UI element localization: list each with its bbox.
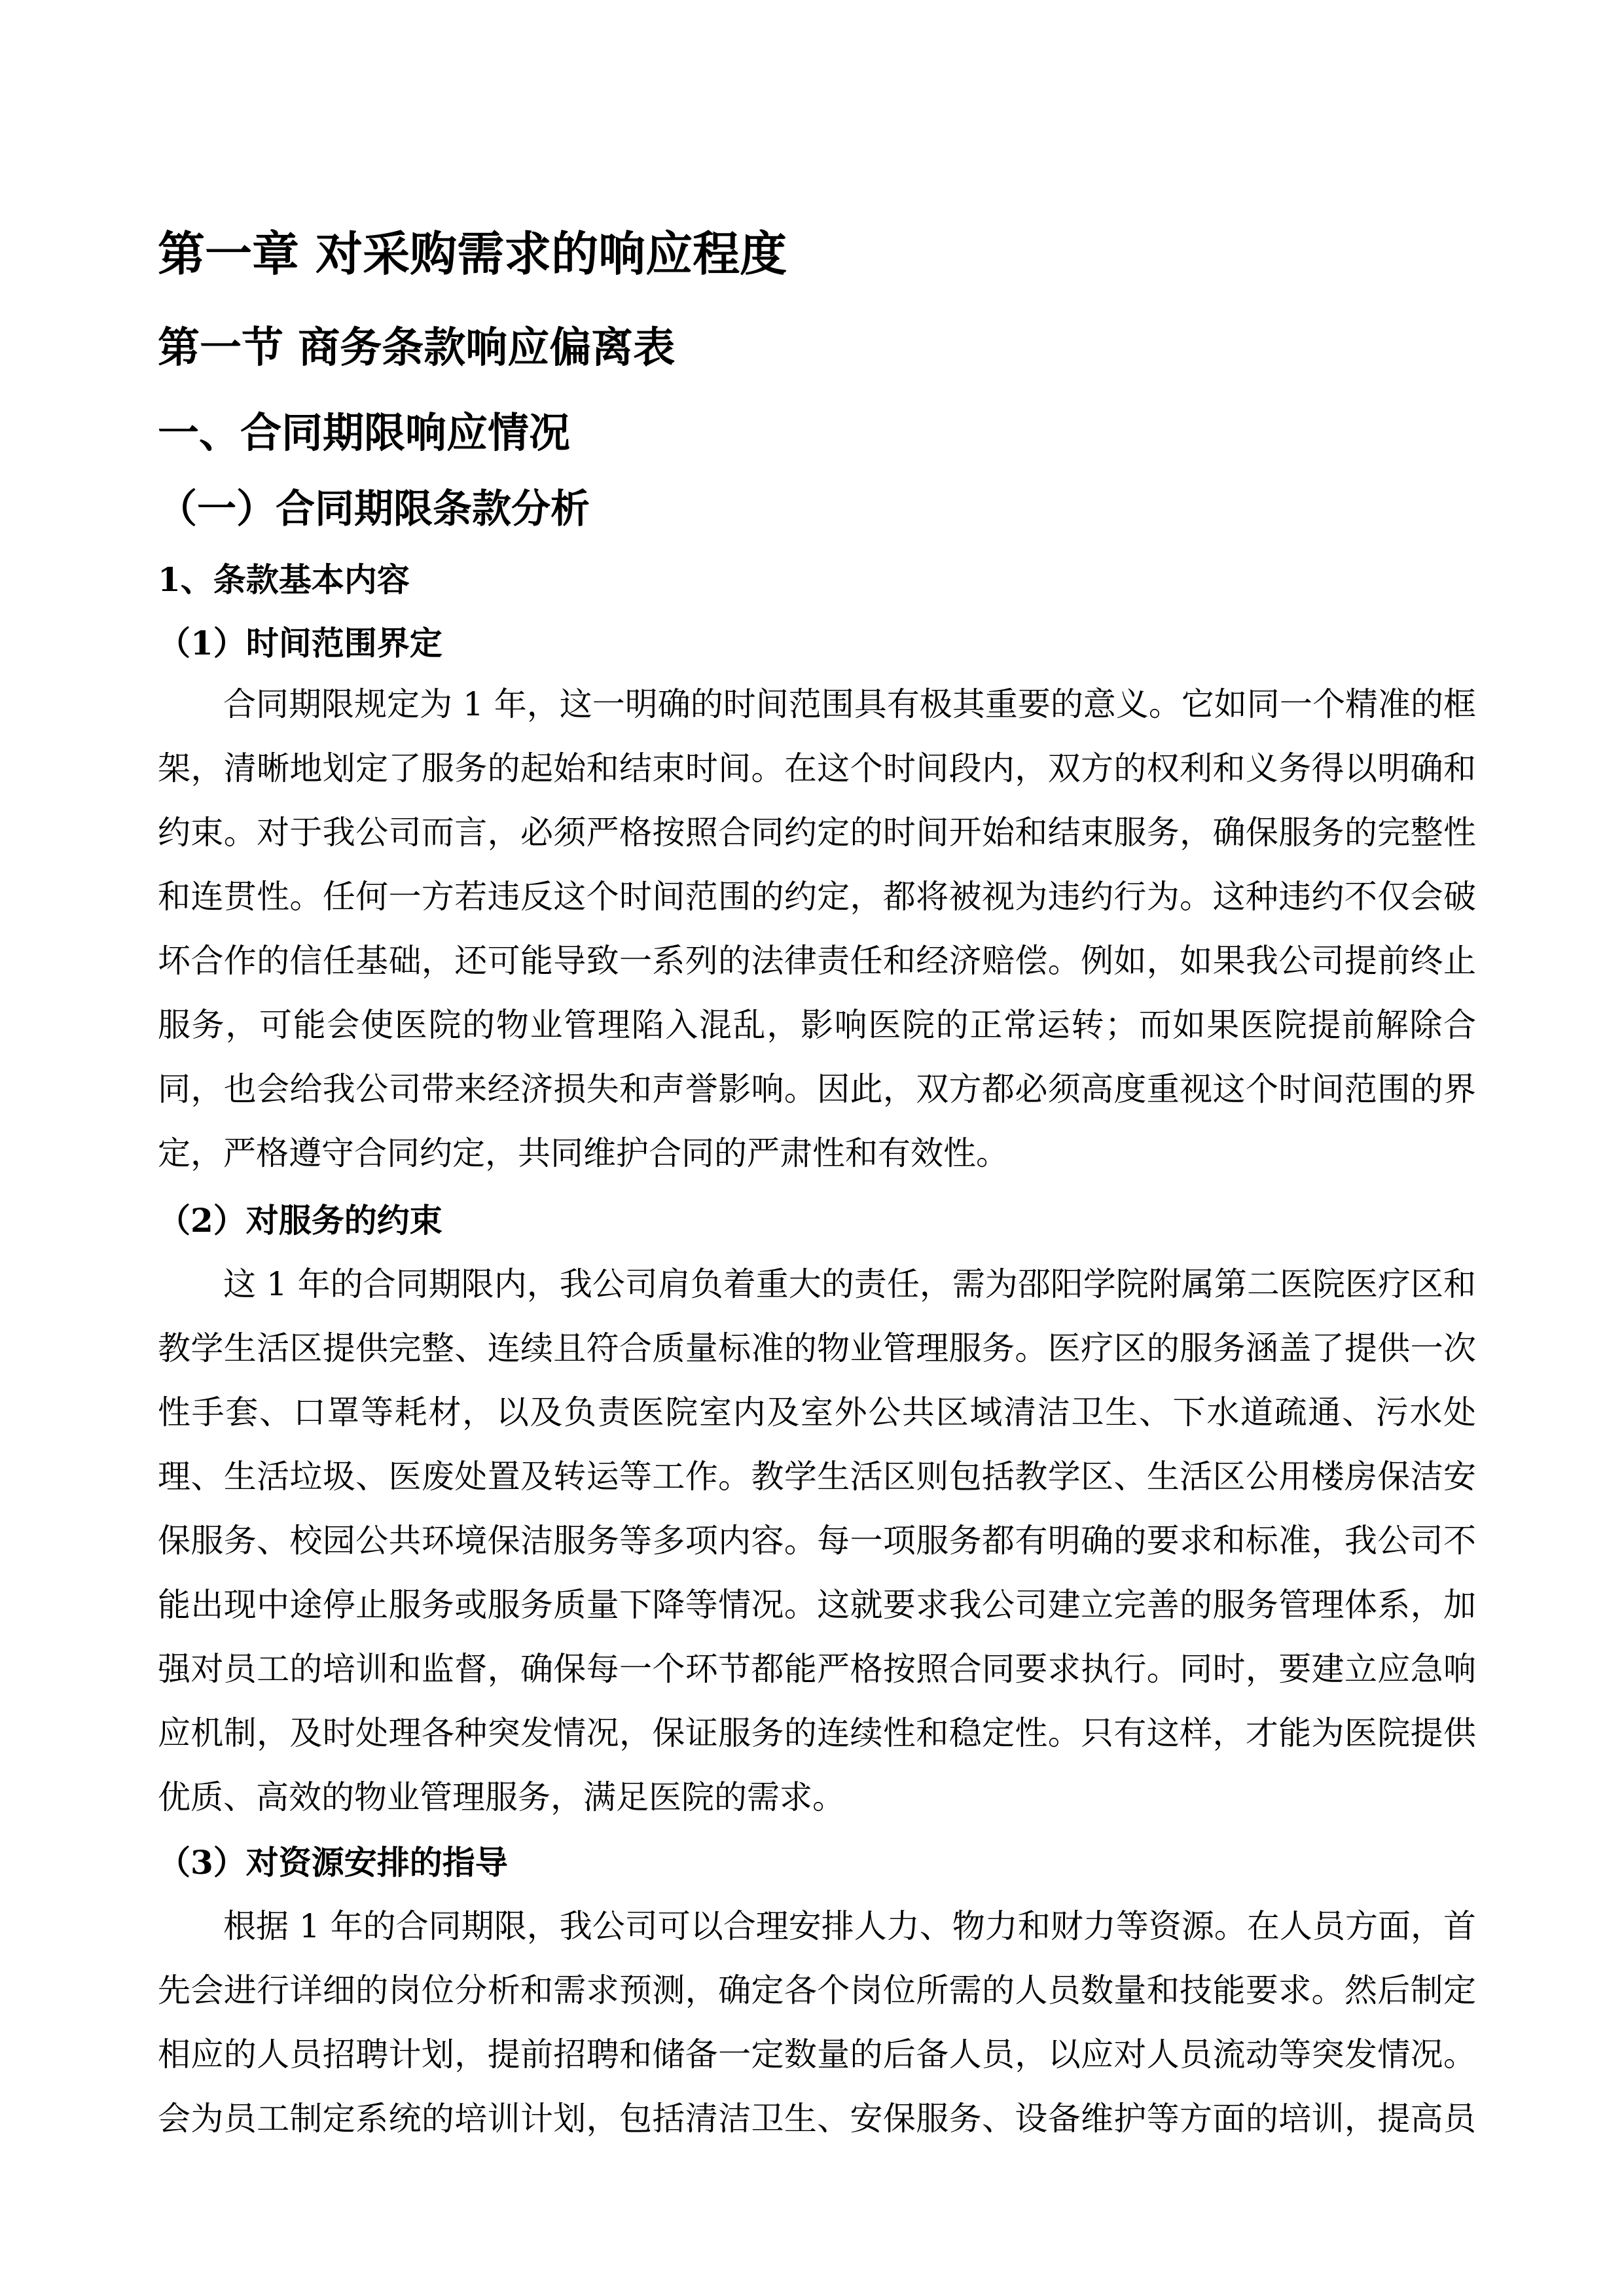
paragraph-line: 相应的人员招聘计划，提前招聘和储备一定数量的后备人员，以应对人员流动等突发情况。 [158,2036,1476,2073]
paragraph-line: 优质、高效的物业管理服务，满足医院的需求。 [158,1778,845,1816]
paragraph-line: 和连贯性。任何一方若违反这个时间范围的约定，都将被视为违约行为。这种违约不仅会破 [158,878,1476,916]
subpart-title: （一）合同期限条款分析 [158,486,590,532]
chapter-title: 第一章 对采购需求的响应程度 [158,226,787,281]
paragraph-line: 坏合作的信任基础，还可能导致一系列的法律责任和经济赔偿。例如，如果我公司提前终止 [158,942,1476,980]
paragraph-line: 架，清晰地划定了服务的起始和结束时间。在这个时间段内，双方的权利和义务得以明确和 [158,749,1476,787]
paragraph-line: 性手套、口罩等耗材，以及负责医院室内及室外公共区域清洁卫生、下水道疏通、污水处 [158,1393,1476,1431]
item-title: 1、条款基本内容 [158,560,410,599]
paragraph-line: 定，严格遵守合同约定，共同维护合同的严肃性和有效性。 [158,1134,1009,1172]
paragraph-line: 同，也会给我公司带来经济损失和声誉影响。因此，双方都必须高度重视这个时间范围的界 [158,1070,1476,1108]
subsection-heading: （1）时间范围界定 [158,624,442,662]
paragraph-line: 保服务、校园公共环境保洁服务等多项内容。每一项服务都有明确的要求和标准，我公司不 [158,1522,1476,1560]
paragraph-line: 约束。对于我公司而言，必须严格按照合同约定的时间开始和结束服务，确保服务的完整性 [158,814,1476,852]
subsection-heading: （3）对资源安排的指导 [158,1843,508,1882]
paragraph-line: 根据 1 年的合同期限，我公司可以合理安排人力、物力和财力等资源。在人员方面，首 [223,1907,1476,1945]
paragraph-line: 服务，可能会使医院的物业管理陷入混乱，影响医院的正常运转；而如果医院提前解除合 [158,1006,1476,1044]
paragraph-line: 这 1 年的合同期限内，我公司肩负着重大的责任，需为邵阳学院附属第二医院医疗区和 [223,1265,1476,1303]
paragraph-line: 先会进行详细的岗位分析和需求预测，确定各个岗位所需的人员数量和技能要求。然后制定 [158,1971,1476,2009]
paragraph-line: 合同期限规定为 1 年，这一明确的时间范围具有极其重要的意义。它如同一个精准的框 [223,685,1476,723]
subsection-heading: （2）对服务的约束 [158,1201,442,1240]
part-title: 一、合同期限响应情况 [158,408,570,457]
paragraph-line: 教学生活区提供完整、连续且符合质量标准的物业管理服务。医疗区的服务涵盖了提供一次 [158,1329,1476,1367]
paragraph-line: 能出现中途停止服务或服务质量下降等情况。这就要求我公司建立完善的服务管理体系，加 [158,1586,1476,1624]
paragraph-line: 强对员工的培训和监督，确保每一个环节都能严格按照合同要求执行。同时，要建立应急响 [158,1650,1476,1688]
paragraph-line: 会为员工制定系统的培训计划，包括清洁卫生、安保服务、设备维护等方面的培训，提高员 [158,2100,1476,2138]
paragraph-line: 应机制，及时处理各种突发情况，保证服务的连续性和稳定性。只有这样，才能为医院提供 [158,1714,1476,1752]
paragraph-line: 理、生活垃圾、医废处置及转运等工作。教学生活区则包括教学区、生活区公用楼房保洁安 [158,1458,1476,1496]
section-title: 第一节 商务条款响应偏离表 [158,323,676,372]
